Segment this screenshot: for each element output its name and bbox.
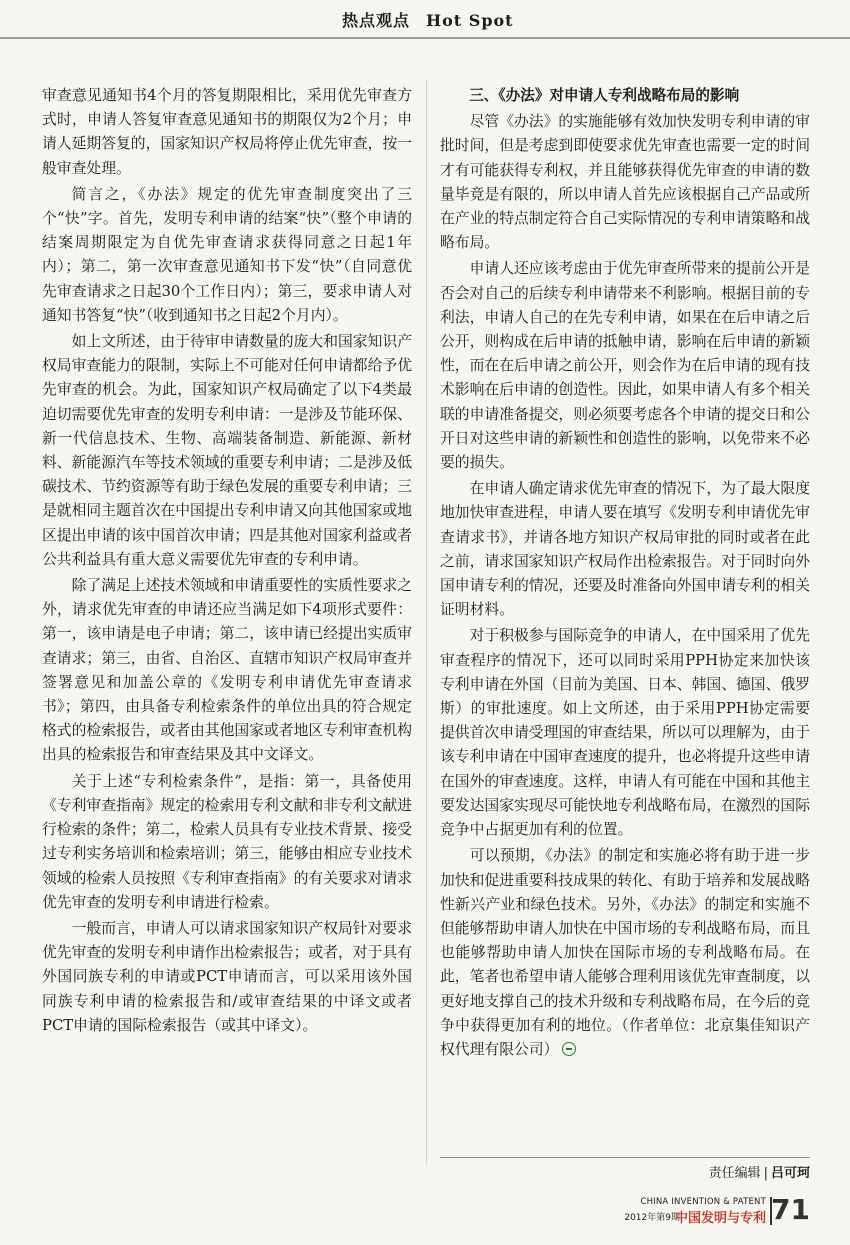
left-paragraph-6: 一般而言，申请人可以请求国家知识产权局针对要求优先审查的发明专利申请作出检索报告；或者，对于具有外国同族专利的申请或PCT申请而言，可以采用该外国同族专利申请的检索报告和/或审查结果的中译文或者PCT申请的国际检索报告（或其中译文）。 xyxy=(42,919,412,1034)
right-paragraph-1: 尽管《办法》的实施能够有效加快发明专利申请的审批时间，但是考虑到即使要求优先审查也需要一定的时间才有可能获得专利权，并且能够获得优先审查的申请的数量毕竟是有限的，所以申请人首先应该根据自己产品或所在产业的特点制定符合自己实际情况的专利申请策略和战略布局。 xyxy=(440,113,810,252)
editor-name: 吕可珂 xyxy=(770,1166,810,1181)
responsible-editor xyxy=(640,1162,810,1181)
left-paragraph-5: 关于上述“专利检索条件”，是指：第一，具备使用《专利审查指南》规定的检索用专利文献和非专利文献进行检索的条件；第二，检索人员具有专业技术背景、接受过专利实务培训和检索培训；第三，能够由相应专业技术领域的检索人员按照《专利审查指南》的有关要求对请求优先审查的发明专利申请进行检索。 xyxy=(42,772,412,911)
right-paragraph-4: 对于积极参与国际竞争的申请人，在中国采用了优先审查程序的情况下，还可以同时采用PPH协定来加快该专利申请在外国（目前为美国、日本、韩国、德国、俄罗斯）的审批速度。如上文所述，由于采用PPH协定需要提供首次申请受理国的审查结果，所以可以理解为，由于该专利申请在中国审查速度的提升，也必将提升这些申请在国外的审查速度。这样，申请人有可能在中国和其他主要发达国家实现尽可能快地专利战略布局，在激烈的国际竞争中占据更加有利的位置。 xyxy=(440,627,810,839)
right-paragraph-5 xyxy=(440,844,810,1062)
section-title-en: Hot Spot xyxy=(426,11,514,30)
page-footer xyxy=(600,1193,810,1233)
section-heading: 三、《办法》对申请人专利战略布局的影响 xyxy=(469,87,740,104)
page-number: 71 xyxy=(771,1193,810,1226)
issue-label: 2012年第9期 xyxy=(624,1213,680,1223)
header-rule xyxy=(0,37,850,39)
column-divider xyxy=(426,80,427,1165)
end-mark-icon xyxy=(562,1042,576,1056)
editor-rule xyxy=(440,1157,810,1158)
left-paragraph-4: 除了满足上述技术领域和申请重要性的实质性要求之外，请求优先审查的申请还应当满足如下4项形式要件：第一，该申请是电子申请；第二，该申请已经提出实质审查请求；第三，由省、自治区、直辖市知识产权局审查并签署意见和加盖公章的《发明专利申请优先审查请求书》；第四，由具备专利检索条件的单位出具的符合规定格式的检索报告，或者由其他国家或者地区专利审查机构出具的检索报告和审查结果及其中文译文。 xyxy=(42,577,412,764)
editor-label: 责任编辑 xyxy=(708,1166,761,1181)
editor-separator: | xyxy=(763,1166,768,1181)
left-paragraph-2: 简言之，《办法》规定的优先审查制度突出了三个“快”字。首先，发明专利申请的结案“快”（整个申请的结案周期限定为自优先审查请求获得同意之日起1年内）；第二，第一次审查意见通知书下发“快”（自同意优先审查请求之日起30个工作日内）；第三，要求申请人对通知书答复“快”（收到通知书之日起2个月内）。 xyxy=(42,185,412,324)
left-paragraph-1: 审查意见通知书4个月的答复期限相比，采用优先审查方式时，申请人答复审查意见通知书的期限仅为2个月；申请人延期答复的，国家知识产权局将停止优先审查，按一般审查处理。 xyxy=(42,87,412,177)
right-paragraph-2: 申请人还应该考虑由于优先审查所带来的提前公开是否会对自己的后续专利申请带来不利影响。根据目前的专利法，申请人自己的在先专利申请，如果在在后申请之后公开，则构成在后申请的抵触申请，影响在后申请的新颖性，而在在后申请之前公开，则会作为在后申请的现有技术影响在后申请的创造性。因此，如果申请人有多个相关联的申请准备提交，则必须要考虑各个申请的提交日和公开日对这些申请的新颖性和创造性的影响，以免带来不必要的损失。 xyxy=(440,260,810,472)
left-column xyxy=(42,84,412,1040)
closing-paragraph-text: 可以预期，《办法》的制定和实施必将有助于进一步加快和促进重要科技成果的转化、有助于培养和发展战略性新兴产业和绿色技术。另外，《办法》的制定和实施不但能够帮助申请人加快在中国市场的专利战略布局，而且也能够帮助申请人加快在国际市场的专利战略布局。在此，笔者也希望申请人能够合理利用该优先审查制度，以更好地支撑自己的技术升级和专利战略布局，在今后的竞争中获得更加有利的地位。（作者单位：北京集佳知识产权代理有限公司） xyxy=(440,847,810,1058)
right-column xyxy=(440,84,810,1064)
section-title-cn: 热点观点 xyxy=(342,11,411,30)
magazine-name-en: CHINA INVENTION & PATENT xyxy=(640,1197,766,1207)
magazine-name-cn: 中国发明与专利 xyxy=(674,1211,766,1226)
right-paragraph-3: 在申请人确定请求优先审查的情况下，为了最大限度地加快审查进程，申请人要在填写《发明专利申请优先审查请求书》，并请各地方知识产权局审批的同时或者在此之前，请求国家知识产权局作出检索报告。对于同时向外国申请专利的情况，还要及时准备向外国申请专利的相关证明材料。 xyxy=(440,480,810,619)
page-header xyxy=(0,0,850,40)
section-title xyxy=(342,8,514,31)
left-paragraph-3: 如上文所述，由于待审申请数量的庞大和国家知识产权局审查能力的限制，实际上不可能对任何申请都给予优先审查的机会。为此，国家知识产权局确定了以下4类最迫切需要优先审查的发明专利申请：一是涉及节能环保、新一代信息技术、生物、高端装备制造、新能源、新材料、新能源汽车等技术领域的重要专利申请；二是涉及低碳技术、节约资源等有助于绿色发展的重要专利申请；三是就相同主题首次在中国提出专利申请又向其他国家或地区提出申请的该中国首次申请；四是其他对国家利益或者公共利益具有重大意义需要优先审查的专利申请。 xyxy=(42,333,412,568)
